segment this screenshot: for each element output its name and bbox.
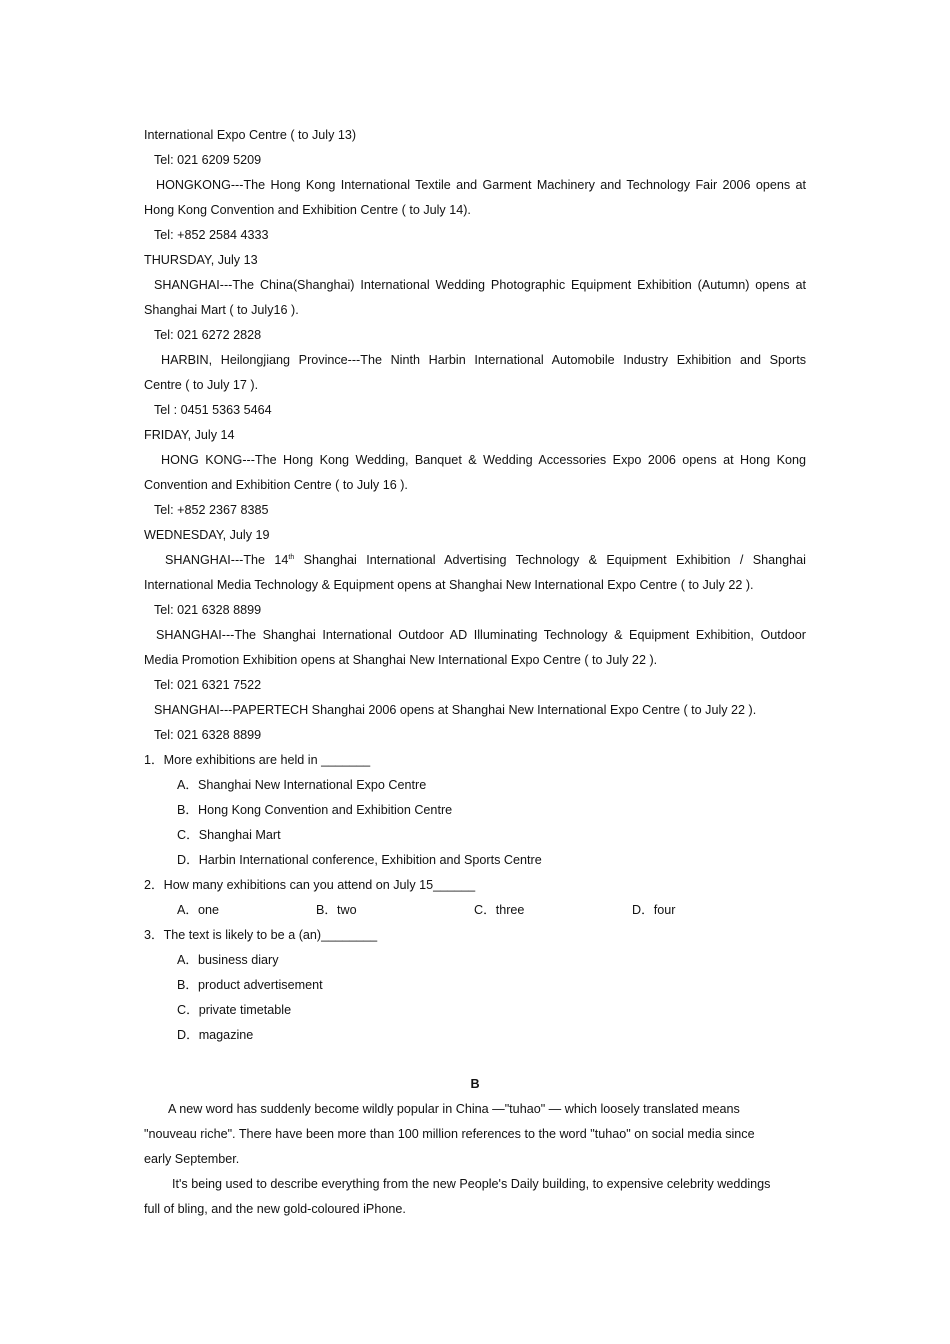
option: C．private timetable [177,1003,292,1017]
text-line: Shanghai Mart ( to July16 ). [144,303,299,317]
date-heading: WEDNESDAY, July 19 [144,528,270,542]
option: C．Shanghai Mart [177,828,281,842]
text-line: Centre ( to July 17 ). [144,378,259,392]
option: A．business diary [177,953,279,967]
tel-line: Tel: 021 6328 8899 [154,603,262,617]
text-line: HONG KONG---The Hong Kong Wedding, Banquet & Wedding Accessories Expo 2006 opens at Hong Kong [161,453,806,467]
document-page [144,123,806,1222]
section-heading: B [470,1077,480,1091]
text-line: International Expo Centre ( to July 13) [144,128,357,142]
text-line: Convention and Exhibition Centre ( to July 16 ). [144,478,408,492]
question-1: 1．More exhibitions are held in _______ [144,753,371,767]
text-line [144,548,806,573]
tel-line: Tel: 021 6272 2828 [154,328,262,342]
option: D．four [632,903,676,917]
option: B．Hong Kong Convention and Exhibition Centre [177,803,453,817]
date-heading: FRIDAY, July 14 [144,428,235,442]
option: A．one [177,903,220,917]
option: B．product advertisement [177,978,323,992]
question-3: 3．The text is likely to be a (an)________ [144,928,378,942]
text-line: A new word has suddenly become wildly popular in China —"tuhao" — which loosely translated means [168,1102,740,1116]
tel-line: Tel: 021 6209 5209 [154,153,262,167]
text-line: It's being used to describe everything from the new People's Daily building, to expensive celebrity weddings [172,1177,771,1191]
option-row [144,898,806,923]
text-line: HARBIN, Heilongjiang Province---The Ninth Harbin International Automobile Industry Exhibition and Sports [161,353,806,367]
tel-line: Tel : 0451 5363 5464 [154,403,272,417]
text-line: Hong Kong Convention and Exhibition Centre ( to July 14). [144,203,471,217]
text-part: Shanghai International Advertising Technology & Equipment Exhibition / Shanghai [294,553,806,567]
superscript: th [288,553,295,561]
tel-line: Tel: +852 2584 4333 [154,228,269,242]
question-2: 2．How many exhibitions can you attend on July 15______ [144,878,476,892]
option: B．two [316,903,357,917]
text-part: SHANGHAI---The 14 [165,553,289,567]
option: D．Harbin International conference, Exhibition and Sports Centre [177,853,542,867]
tel-line: Tel: 021 6328 8899 [154,728,262,742]
option: A．Shanghai New International Expo Centre [177,778,427,792]
text-line: International Media Technology & Equipment opens at Shanghai New International Expo Centre ( to July 22 ). [144,578,754,592]
text-line: SHANGHAI---PAPERTECH Shanghai 2006 opens at Shanghai New International Expo Centre ( to July 22 ). [154,703,757,717]
text-line: SHANGHAI---The China(Shanghai) International Wedding Photographic Equipment Exhibition (Autumn) opens at [154,278,806,292]
date-heading: THURSDAY, July 13 [144,253,258,267]
text-line: Media Promotion Exhibition opens at Shanghai New International Expo Centre ( to July 22 ). [144,653,658,667]
tel-line: Tel: 021 6321 7522 [154,678,262,692]
tel-line: Tel: +852 2367 8385 [154,503,269,517]
option: C．three [474,903,525,917]
text-line: "nouveau riche". There have been more than 100 million references to the word "tuhao" on social media since [144,1127,755,1141]
text-line: SHANGHAI---The Shanghai International Outdoor AD Illuminating Technology & Equipment Exhibition, Outdoor [156,628,806,642]
text-line: early September. [144,1152,240,1166]
spacer [144,1048,806,1072]
text-line: full of bling, and the new gold-coloured iPhone. [144,1202,406,1216]
text-line: HONGKONG---The Hong Kong International Textile and Garment Machinery and Technology Fair 2006 opens at [156,178,806,192]
option: D．magazine [177,1028,254,1042]
